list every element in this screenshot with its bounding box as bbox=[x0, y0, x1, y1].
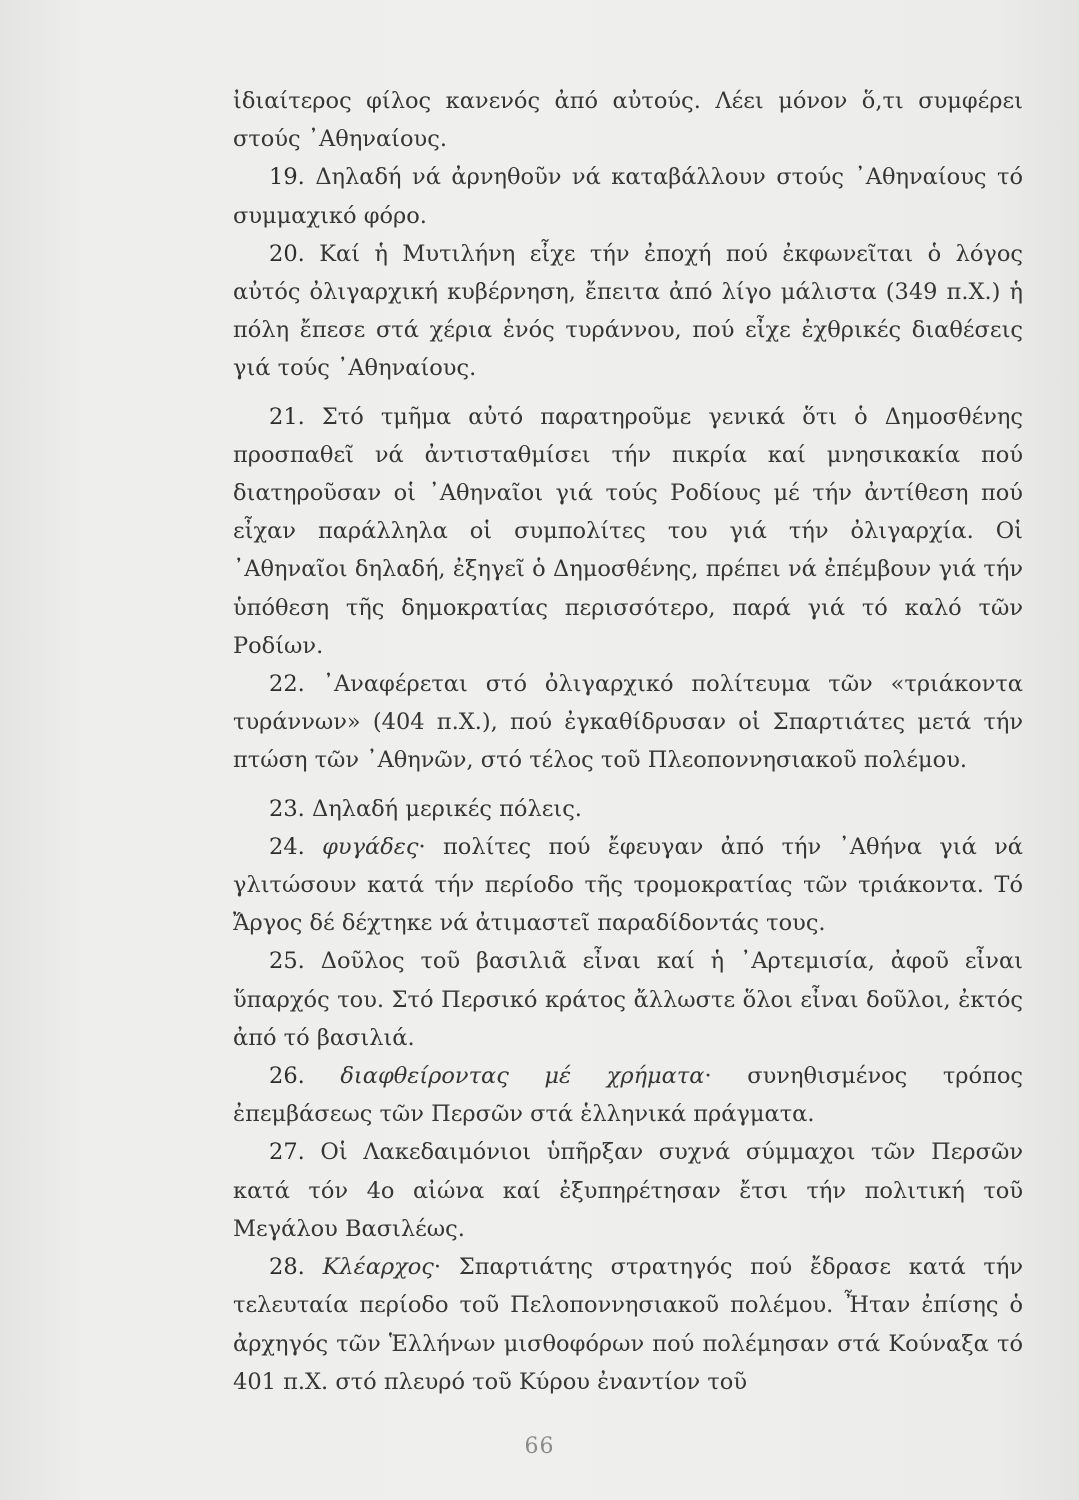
note-number: 21. bbox=[269, 403, 305, 430]
note-26 bbox=[233, 1057, 1023, 1133]
note-text: · Σπαρτιάτης στρατηγός πού ἔδρασε κατά τήν τελευταία περίοδο τοῦ Πελοποννησιακοῦ πολέμου. Ἦταν ἐπίσης ὁ ἀρχηγός τῶν Ἑλλήνων μισθοφόρων πού πολέμησαν στά Κούναξα τό 401 π.Χ. στό πλευρό τοῦ Κύρου ἐναντίον τοῦ bbox=[233, 1254, 1024, 1395]
note-number: 28. bbox=[269, 1254, 305, 1281]
note-24 bbox=[233, 828, 1023, 943]
note-28 bbox=[233, 1248, 1023, 1401]
note-number: 26. bbox=[269, 1063, 305, 1090]
note-text: ᾽Αναφέρεται στό ὀλιγαρχικό πολίτευμα τῶν «τριάκοντα τυράννων» (404 π.Χ.), πού ἐγκαθίδρυσαν οἱ Σπαρτιάτες μετά τήν πτώση τῶν ᾽Αθηνῶν, στό τέλος τοῦ Πλεοποννησιακοῦ πολέμου. bbox=[233, 671, 1023, 774]
note-21 bbox=[233, 398, 1023, 665]
note-text: ἰδιαίτερος φίλος κανενός ἀπό αὐτούς. Λέει μόνον ὅ,τι συμφέρει στούς ᾽Αθηναίους. bbox=[233, 88, 1023, 153]
note-22 bbox=[233, 665, 1023, 780]
note-number: 19. bbox=[269, 164, 305, 191]
note-continuation bbox=[233, 82, 1023, 158]
note-number: 24. bbox=[269, 833, 305, 860]
note-lemma: φυγάδες bbox=[322, 833, 419, 860]
note-number: 27. bbox=[269, 1139, 305, 1166]
note-text: Δηλαδή μερικές πόλεις. bbox=[311, 795, 582, 822]
note-number: 20. bbox=[269, 240, 305, 267]
note-number: 22. bbox=[269, 671, 305, 698]
note-27 bbox=[233, 1133, 1023, 1248]
note-lemma: Κλέαρχος bbox=[322, 1254, 434, 1281]
note-text: Οἱ Λακεδαιμόνιοι ὑπῆρξαν συχνά σύμμαχοι τῶν Περσῶν κατά τόν 4ο αἰώνα καί ἐξυπηρέτησαν ἔτσι τήν πολιτική τοῦ Μεγάλου Βασιλέως. bbox=[233, 1139, 1023, 1242]
note-text: · πολίτες πού ἔφευγαν ἀπό τήν ᾽Αθήνα γιά νά γλιτώσουν κατά τήν περίοδο τῆς τρομοκρατίας τῶν τριάκοντα. Τό Ἄργος δέ δέχτηκε νά ἀτιμαστεῖ παραδίδοντάς τους. bbox=[233, 833, 1023, 937]
note-lemma: διαφθείροντας μέ χρήματα bbox=[340, 1063, 705, 1090]
note-23 bbox=[233, 790, 1023, 828]
note-19 bbox=[233, 158, 1023, 234]
page-number: 66 bbox=[524, 1434, 555, 1459]
note-text: · συνηθισμένος τρόπος ἐπεμβάσεως τῶν Περσῶν στά ἑλληνικά πράγματα. bbox=[233, 1063, 1024, 1128]
note-text: Δοῦλος τοῦ βασιλιᾶ εἶναι καί ἡ ᾽Αρτεμισία, ἀφοῦ εἶναι ὕπαρχός του. Στό Περσικό κράτος ἄλλωστε ὅλοι εἶναι δοῦλοι, ἐκτός ἀπό τό βασιλιά. bbox=[233, 948, 1023, 1051]
note-20 bbox=[233, 235, 1023, 388]
note-number: 25. bbox=[269, 948, 305, 975]
note-text: Στό τμῆμα αὐτό παρατηροῦμε γενικά ὅτι ὁ Δημοσθένης προσπαθεῖ νά ἀντισταθμίσει τήν πικρία καί μνησικακία πού διατηροῦσαν οἱ ᾽Αθηναῖοι γιά τούς Ροδίους μέ τήν ἀντίθεση πού εἶχαν παράλληλα οἱ συμπολίτες του γιά τήν ὀλιγαρχία. Οἱ ᾽Αθηναῖοι δηλαδή, ἐξηγεῖ ὁ Δημοσθένης, πρέπει νά ἐπέμβουν γιά τήν ὑπόθεση τῆς δημοκρατίας περισσότερο, παρά γιά τό καλό τῶν Ροδίων. bbox=[233, 403, 1024, 659]
note-25 bbox=[233, 942, 1023, 1057]
note-number: 23. bbox=[269, 795, 305, 822]
note-text: Δηλαδή νά ἀρνηθοῦν νά καταβάλλουν στούς ᾽Αθηναίους τό συμμαχικό φόρο. bbox=[233, 164, 1023, 229]
notes-text-block bbox=[233, 82, 1023, 1401]
note-text: Καί ἡ Μυτιλήνη εἶχε τήν ἐποχή πού ἐκφωνεῖται ὁ λόγος αὐτός ὀλιγαρχική κυβέρνηση, ἔπειτα ἀπό λίγο μάλιστα (349 π.Χ.) ἡ πόλη ἔπεσε στά χέρια ἑνός τυράννου, πού εἶχε ἐχθρικές διαθέσεις γιά τούς ᾽Αθηναίους. bbox=[233, 240, 1023, 382]
